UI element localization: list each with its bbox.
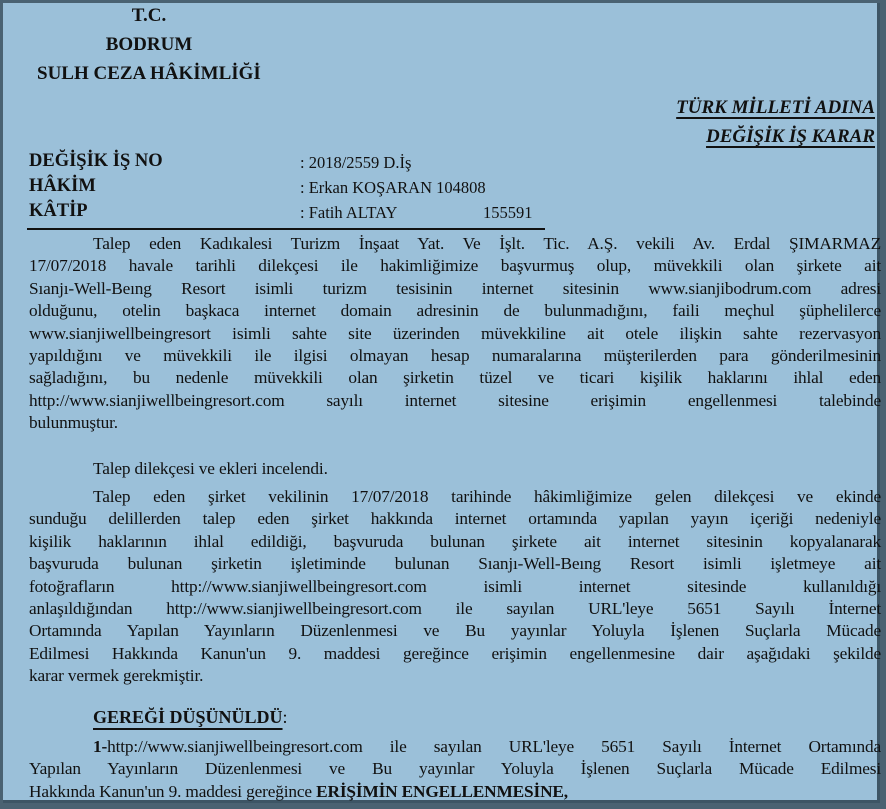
text-line: karar vermek gerekmiştir. [29,666,204,686]
decision-heading [93,707,288,728]
text-line: sağladığını, bu nedenle müvekkili olan şirketin tüzel ve ticari kişilik haklarını ihlal eden [29,368,881,388]
text-line: Ortamında Yapılan Yayınların Düzenlenmesi ve Bu yayınlar Yoluyla İşlenen Suçlarla Mücade [29,621,881,641]
ruling-text: http://www.sianjiwellbeingresort.com ile sayılan URL'leye 5651 Sayılı İnternet Ortamında [107,737,881,756]
clerk-value: : Fatih ALTAY [300,203,398,222]
paragraph-ruling [29,736,881,803]
text-line: fotoğrafların http://www.sianjiwellbeingresort.com isimli internet sitesinde kullanıldığı [29,576,881,596]
judge-label: HÂKİM [29,176,96,196]
paragraph-examined [29,458,881,480]
clerk-id: 155591 [483,203,533,222]
clerk-label: KÂTİP [29,201,88,221]
text-line: kişilik haklarının ihlal edildiği, başvuruda bulunan şirkete ait internet sitesinin kopyalanarak [29,531,881,551]
text-line: anlaşıldığından http://www.sianjiwellbeingresort.com ile sayılan URL'leye 5651 Sayılı İnternet [29,598,881,618]
text-line: Edilmesi Hakkında Kanun'un 9. maddesi gereğince erişimin engellenmesine dair aşağıdaki şekilde [29,643,881,663]
text-line: Sıanjı-Well-Beıng Resort isimli turizm tesisinin internet sitesinin www.sianjibodrum.com adresi [29,278,881,298]
decision-heading-colon: : [282,707,288,727]
text-line: yapıldığını ve müvekkili ile ilgisi olmayan hesap numaralarına müşterilerden para gönderilmesinin [29,345,881,365]
judge-value: : Erkan KOŞARAN 104808 [300,178,486,197]
paragraph-request [29,233,881,435]
text-line: başvuruda bulunan şirketin işletiminde bulunan Sıanjı-Well-Beıng Resort isimli işletmeye ait [29,554,881,574]
text-line: Talep eden şirket vekilinin 17/07/2018 tarihinde hâkimliğimize gelen dilekçesi ve ekinde [93,487,881,506]
header-city: BODRUM [105,34,193,55]
header-court: SULH CEZA HÂKİMLİĞİ [37,63,261,84]
text-line: bulunmuştur. [29,413,118,433]
ruling-number: 1- [93,737,108,756]
meta-divider [27,228,545,230]
header-tc: T.C. [131,5,167,26]
text-line: 17/07/2018 havale tarihli dilekçesi ile hakimliğimize başvurmuş olup, müvekkili olan şirkete ait [29,256,881,276]
text-line: Talep dilekçesi ve ekleri incelendi. [93,459,328,478]
text-line: sunduğu delillerden talep eden şirket hakkında internet ortamında yapılan yayın içeriği nedeniyle [29,509,881,529]
text-line: olduğunu, otelin başkaca internet domain adresinin de bulunmadığını, faili meçhul şüphelilerce [29,301,881,321]
text-line [29,781,881,803]
title-nation: TÜRK MİLLETİ ADINA [676,97,875,118]
text-line: Yapılan Yayınların Düzenlenmesi ve Bu yayınlar Yoluyla İşlenen Suçlarla Mücade Edilmesi [29,759,881,779]
title-decision: DEĞİŞİK İŞ KARAR [706,126,875,147]
text-line: http://www.sianjiwellbeingresort.com sayılı internet sitesine erişimin engellenmesi talebinde [29,390,881,410]
case-no-label: DEĞİŞİK İŞ NO [29,151,163,171]
text-line: Talep eden Kadıkalesi Turizm İnşaat Yat. Ve İşlt. Tic. A.Ş. vekili Av. Erdal ŞIMARMAZ [93,234,881,253]
ruling-text: Hakkında Kanun'un 9. maddesi gereğince [29,781,317,801]
text-line [29,736,881,758]
decision-heading-text: GEREĞİ DÜŞÜNÜLDÜ [93,707,283,727]
case-no-value: : 2018/2559 D.İş [300,153,412,172]
document-page [3,3,880,803]
text-line: www.sianjiwellbeingresort isimli sahte site üzerinden müvekkiline ait otele ilişkin sahte rezervasyon [29,323,881,343]
paragraph-reasoning [29,486,881,688]
ruling-emphasis: ERİŞİMİN ENGELLENMESİNE, [316,781,568,801]
